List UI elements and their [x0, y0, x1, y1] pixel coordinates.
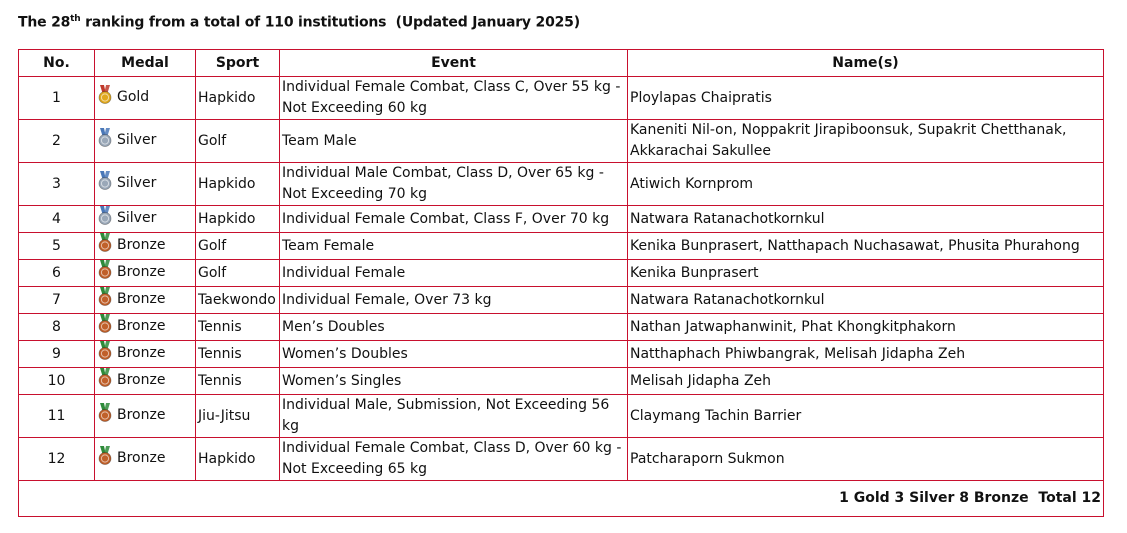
sport-cell: Tennis: [196, 314, 280, 341]
row-number: 4: [19, 206, 95, 233]
medal-label: Silver: [117, 132, 157, 148]
sport-cell: Golf: [196, 260, 280, 287]
event-cell: Women’s Singles: [280, 368, 628, 395]
names-cell: Natwara Ratanachotkornkul: [628, 206, 1104, 233]
medal-label: Bronze: [117, 372, 166, 388]
medal-cell: [95, 163, 196, 206]
row-number: 11: [19, 395, 95, 438]
table-row: [19, 395, 1104, 438]
medal-label: Bronze: [117, 450, 166, 466]
row-number: 9: [19, 341, 95, 368]
table-row: [19, 438, 1104, 481]
medal-cell: [95, 395, 196, 438]
header-no: No.: [19, 50, 95, 77]
sport-cell: Hapkido: [196, 77, 280, 120]
row-number: 2: [19, 120, 95, 163]
medal-label: Gold: [117, 89, 150, 105]
table-row: [19, 341, 1104, 368]
row-number: 7: [19, 287, 95, 314]
medal-cell: [95, 120, 196, 163]
row-number: 3: [19, 163, 95, 206]
row-number: 6: [19, 260, 95, 287]
sport-cell: Tennis: [196, 368, 280, 395]
bronze-medal-icon: [97, 287, 113, 313]
medal-cell: [95, 314, 196, 341]
event-cell: Team Male: [280, 120, 628, 163]
medal-label: Silver: [117, 175, 157, 191]
names-cell: Kaneniti Nil-on, Noppakrit Jirapiboonsuk, Supakrit Chetthanak, Akkarachai Sakullee: [628, 120, 1104, 163]
medal-cell: [95, 341, 196, 368]
sport-cell: Hapkido: [196, 206, 280, 233]
header-row: [19, 50, 1104, 77]
bronze-medal-icon: [97, 314, 113, 340]
bronze-medal-icon: [97, 341, 113, 367]
title-suffix: ranking from a total of 110 institutions (Updated January 2025): [80, 14, 580, 31]
medal-cell: [95, 368, 196, 395]
title-superscript: th: [70, 14, 81, 24]
table-row: [19, 163, 1104, 206]
header-sport: Sport: [196, 50, 280, 77]
sport-cell: Taekwondo: [196, 287, 280, 314]
medal-label: Silver: [117, 210, 157, 226]
bronze-medal-icon: [97, 233, 113, 259]
event-cell: Individual Female: [280, 260, 628, 287]
event-cell: Men’s Doubles: [280, 314, 628, 341]
medal-cell: [95, 233, 196, 260]
names-cell: Patcharaporn Sukmon: [628, 438, 1104, 481]
bronze-medal-icon: [97, 260, 113, 286]
sport-cell: Golf: [196, 120, 280, 163]
table-row: [19, 206, 1104, 233]
medal-cell: [95, 77, 196, 120]
medal-table: [18, 49, 1104, 517]
names-cell: Natthaphach Phiwbangrak, Melisah Jidapha Zeh: [628, 341, 1104, 368]
sport-cell: Golf: [196, 233, 280, 260]
row-number: 12: [19, 438, 95, 481]
header-event: Event: [280, 50, 628, 77]
bronze-medal-icon: [97, 403, 113, 429]
event-cell: Individual Female Combat, Class C, Over 55 kg - Not Exceeding 60 kg: [280, 77, 628, 120]
table-row: [19, 287, 1104, 314]
table-row: [19, 314, 1104, 341]
medal-total: 1 Gold 3 Silver 8 Bronze Total 12: [19, 481, 1104, 517]
names-cell: Natwara Ratanachotkornkul: [628, 287, 1104, 314]
table-row: [19, 120, 1104, 163]
names-cell: Nathan Jatwaphanwinit, Phat Khongkitphakorn: [628, 314, 1104, 341]
medal-label: Bronze: [117, 291, 166, 307]
medal-label: Bronze: [117, 407, 166, 423]
silver-medal-icon: [97, 128, 113, 154]
medal-label: Bronze: [117, 264, 166, 280]
medal-label: Bronze: [117, 345, 166, 361]
names-cell: Atiwich Kornprom: [628, 163, 1104, 206]
row-number: 10: [19, 368, 95, 395]
sport-cell: Hapkido: [196, 163, 280, 206]
row-number: 5: [19, 233, 95, 260]
event-cell: Individual Female Combat, Class F, Over 70 kg: [280, 206, 628, 233]
silver-medal-icon: [97, 206, 113, 232]
medal-cell: [95, 287, 196, 314]
event-cell: Individual Male Combat, Class D, Over 65 kg - Not Exceeding 70 kg: [280, 163, 628, 206]
gold-medal-icon: [97, 85, 113, 111]
medal-label: Bronze: [117, 237, 166, 253]
medal-cell: [95, 260, 196, 287]
row-number: 8: [19, 314, 95, 341]
names-cell: Kenika Bunprasert, Natthapach Nuchasawat, Phusita Phurahong: [628, 233, 1104, 260]
table-row: [19, 77, 1104, 120]
event-cell: Individual Female Combat, Class D, Over 60 kg - Not Exceeding 65 kg: [280, 438, 628, 481]
event-cell: Women’s Doubles: [280, 341, 628, 368]
row-number: 1: [19, 77, 95, 120]
names-cell: Melisah Jidapha Zeh: [628, 368, 1104, 395]
event-cell: Individual Female, Over 73 kg: [280, 287, 628, 314]
table-row: [19, 233, 1104, 260]
medal-cell: [95, 438, 196, 481]
medal-cell: [95, 206, 196, 233]
silver-medal-icon: [97, 171, 113, 197]
medal-label: Bronze: [117, 318, 166, 334]
sport-cell: Hapkido: [196, 438, 280, 481]
names-cell: Claymang Tachin Barrier: [628, 395, 1104, 438]
bronze-medal-icon: [97, 446, 113, 472]
sport-cell: Jiu-Jitsu: [196, 395, 280, 438]
bronze-medal-icon: [97, 368, 113, 394]
title-prefix: The 28: [18, 14, 71, 31]
table-row: [19, 368, 1104, 395]
total-row: [19, 481, 1104, 517]
names-cell: Kenika Bunprasert: [628, 260, 1104, 287]
sport-cell: Tennis: [196, 341, 280, 368]
event-cell: Individual Male, Submission, Not Exceeding 56 kg: [280, 395, 628, 438]
header-medal: Medal: [95, 50, 196, 77]
event-cell: Team Female: [280, 233, 628, 260]
names-cell: Ploylapas Chaipratis: [628, 77, 1104, 120]
header-names: Name(s): [628, 50, 1104, 77]
table-row: [19, 260, 1104, 287]
page-title: [18, 14, 580, 31]
